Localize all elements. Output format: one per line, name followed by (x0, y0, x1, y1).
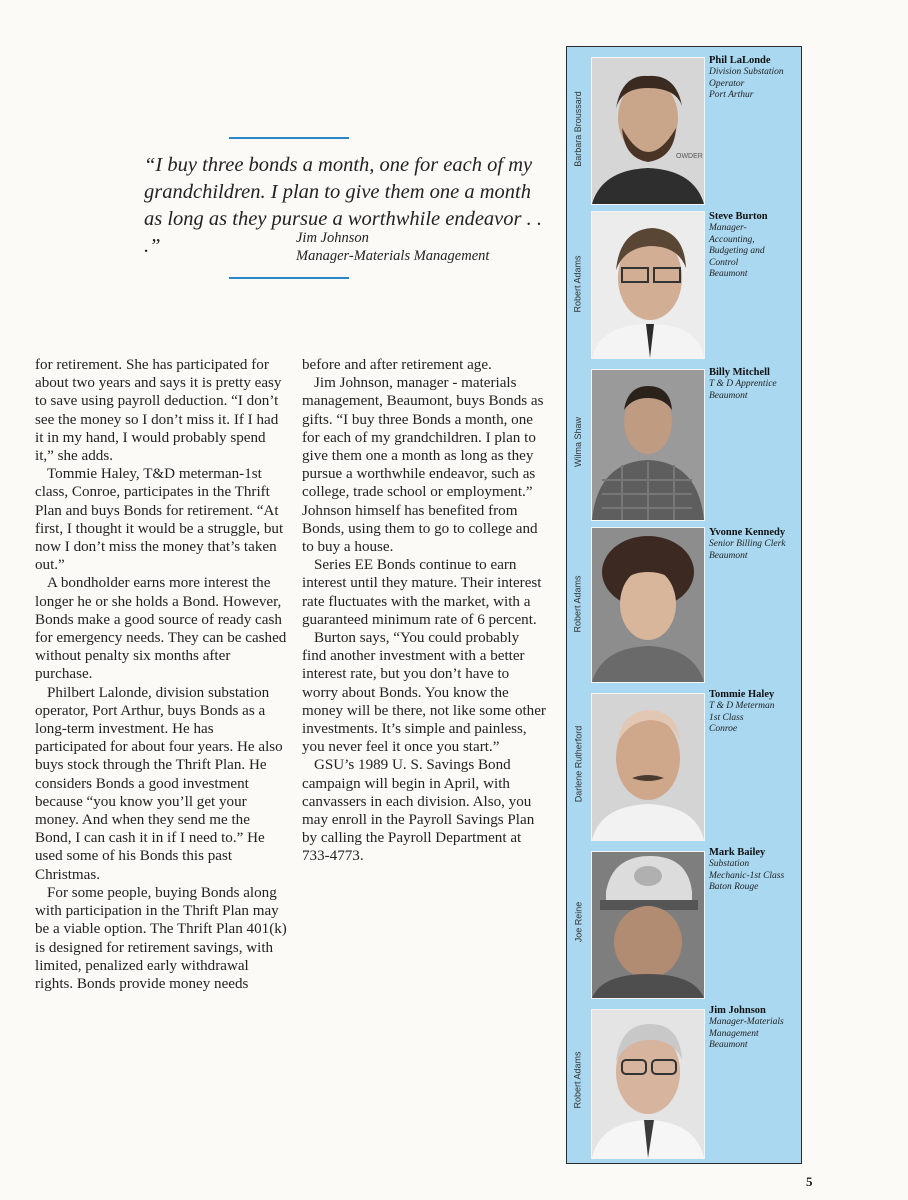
person-name: Mark Bailey (709, 847, 766, 858)
person-info (709, 211, 801, 281)
article-paragraph: GSU’s 1989 U. S. Savings Bond campaign will begin in April, with canvassers in each division. Also, you may enroll in the Payroll Savings Plan by calling the Payroll Department at 733-4773. (302, 757, 535, 865)
person-name: Yvonne Kennedy (709, 527, 786, 538)
photo-credit: Robert Adams (573, 255, 583, 313)
person-entry (567, 211, 803, 361)
person-title-line: Senior Billing Clerk (709, 539, 786, 549)
person-title-line: Mechanic-1st Class (709, 870, 785, 881)
pull-quote-author-title: Manager-Materials Management (296, 248, 490, 264)
article-paragraph: for retirement. She has participated for about two years and says it is pretty easy to save using payroll deduction. “I don’t see the money so I don’t miss it. If I had it in my hand, I would probably spend it,” she adds. (35, 357, 282, 465)
svg-text:OWDER: OWDER (676, 153, 703, 160)
person-entry (567, 1005, 803, 1159)
person-title-line: Manager-Materials (709, 1017, 784, 1027)
person-title-line: Beaumont (709, 550, 748, 561)
person-name: Billy Mitchell (709, 367, 770, 378)
person-entry (567, 367, 803, 523)
person-title-line: Substation (709, 859, 750, 869)
person-name: Phil LaLonde (709, 55, 771, 66)
portrait-photo (591, 851, 705, 999)
article-paragraph: For some people, buying Bonds along with participation in the Thrift Plan may be a viable option. The Thrift Plan 401(k) is designed for retirement savings, with limited, penalized early withdrawal rights. Bonds provide money needs (35, 884, 287, 992)
person-title-line: T & D Apprentice (709, 379, 777, 389)
person-info (709, 367, 801, 402)
person-entry (567, 527, 803, 683)
portrait-photo (591, 1009, 705, 1159)
pull-quote-text: “I buy three bonds a month, one for each of my grandchildren. I plan to give them one a month as long as they pursue a worthwhile endeavor . . .” (144, 154, 543, 257)
person-title-line: Beaumont (709, 269, 748, 280)
portrait-sidebar (566, 46, 802, 1164)
person-title-line: Beaumont (709, 390, 748, 401)
photo-credit: Wilma Shaw (573, 416, 584, 468)
person-entry (567, 55, 803, 205)
person-title-line: Control (709, 257, 739, 268)
person-title-line: Conroe (709, 724, 738, 735)
article-column-right (302, 356, 546, 866)
photo-credit: Robert Adams (573, 1051, 583, 1109)
article-paragraph: Burton says, “You could probably find another investment with a better interest rate, but you don’t have to worry about Bonds. You know the money will be there, not like some other investments. It’s simple and painless, you never feel it once you start.” (302, 630, 546, 756)
person-title-line: Budgeting and (709, 246, 765, 257)
person-entry (567, 847, 803, 1003)
photo-credit: Darlene Rutherford (573, 725, 584, 803)
photo-credit: Barbara Broussard (573, 91, 584, 167)
portrait-photo (591, 211, 705, 359)
article-paragraph: Philbert Lalonde, division substation operator, Port Arthur, buys Bonds as a long-term investment. He has participated for about four years. He also buys stock through the Thrift Plan. He considers Bonds a good investment because “you know you’ll get your money. And when they send me the Bond, I can cash it in if I need to.” He used some of his Bonds this past Christmas. (35, 684, 283, 883)
photo-credit: Joe Reine (573, 901, 583, 943)
person-title-line: Port Arthur (709, 90, 754, 101)
person-title-line: Baton Rouge (709, 882, 759, 893)
person-name: Jim Johnson (709, 1005, 766, 1016)
person-title-line: Accounting, (709, 234, 755, 245)
person-info (709, 55, 801, 102)
person-title-line: Operator (709, 78, 745, 89)
person-info (709, 527, 801, 562)
article-paragraph: A bondholder earns more interest the longer he or she holds a Bond. However, Bonds make a good source of ready cash for emergency needs. They can be cashed without penalty six months after purchase. (35, 575, 287, 683)
pull-quote-author: Jim Johnson (296, 230, 369, 246)
person-title-line: 1st Class (709, 712, 744, 723)
portrait-photo (591, 369, 705, 521)
person-title-line: Manager- (709, 223, 747, 233)
person-info (709, 847, 801, 894)
person-entry (567, 689, 803, 843)
person-title-line: Division Substation (709, 67, 784, 77)
portrait-photo (591, 693, 705, 841)
person-title-line: Management (709, 1028, 759, 1039)
article-paragraph: Series EE Bonds continue to earn interest until they mature. Their interest rate fluctuates with the market, with a guaranteed minimum rate of 6 percent. (302, 557, 542, 628)
person-name: Steve Burton (709, 211, 768, 222)
person-title-line: T & D Meterman (709, 701, 775, 711)
article-paragraph: before and after retirement age. (302, 357, 492, 373)
pull-quote-rule-top (229, 137, 349, 139)
portrait-photo (591, 527, 705, 683)
article-column-left (35, 356, 288, 993)
page-number: 5 (806, 1174, 813, 1189)
portrait-photo (591, 57, 705, 205)
pull-quote-rule-bottom (229, 277, 349, 279)
photo-credit: Robert Adams (573, 575, 583, 633)
person-info (709, 689, 801, 736)
article-paragraph: Tommie Haley, T&D meterman-1st class, Conroe, participates in the Thrift Plan and buys Bonds for retirement. “At first, I thought it would be a struggle, but now I don’t miss the money that’s taken out.” (35, 466, 284, 574)
pull-quote-attribution (296, 229, 546, 265)
article-paragraph: Jim Johnson, manager - materials management, Beaumont, buys Bonds as gifts. “I buy three Bonds a month, one for each of my grandchildren. I plan to give them one a month as long as they pursue a worthwhile endeavor, such as college, trade school or employment.” Johnson himself has benefited from Bonds, using them to go to college and to buy a house. (302, 375, 544, 556)
person-info (709, 1005, 801, 1052)
person-title-line: Beaumont (709, 1040, 748, 1051)
person-name: Tommie Haley (709, 689, 775, 700)
